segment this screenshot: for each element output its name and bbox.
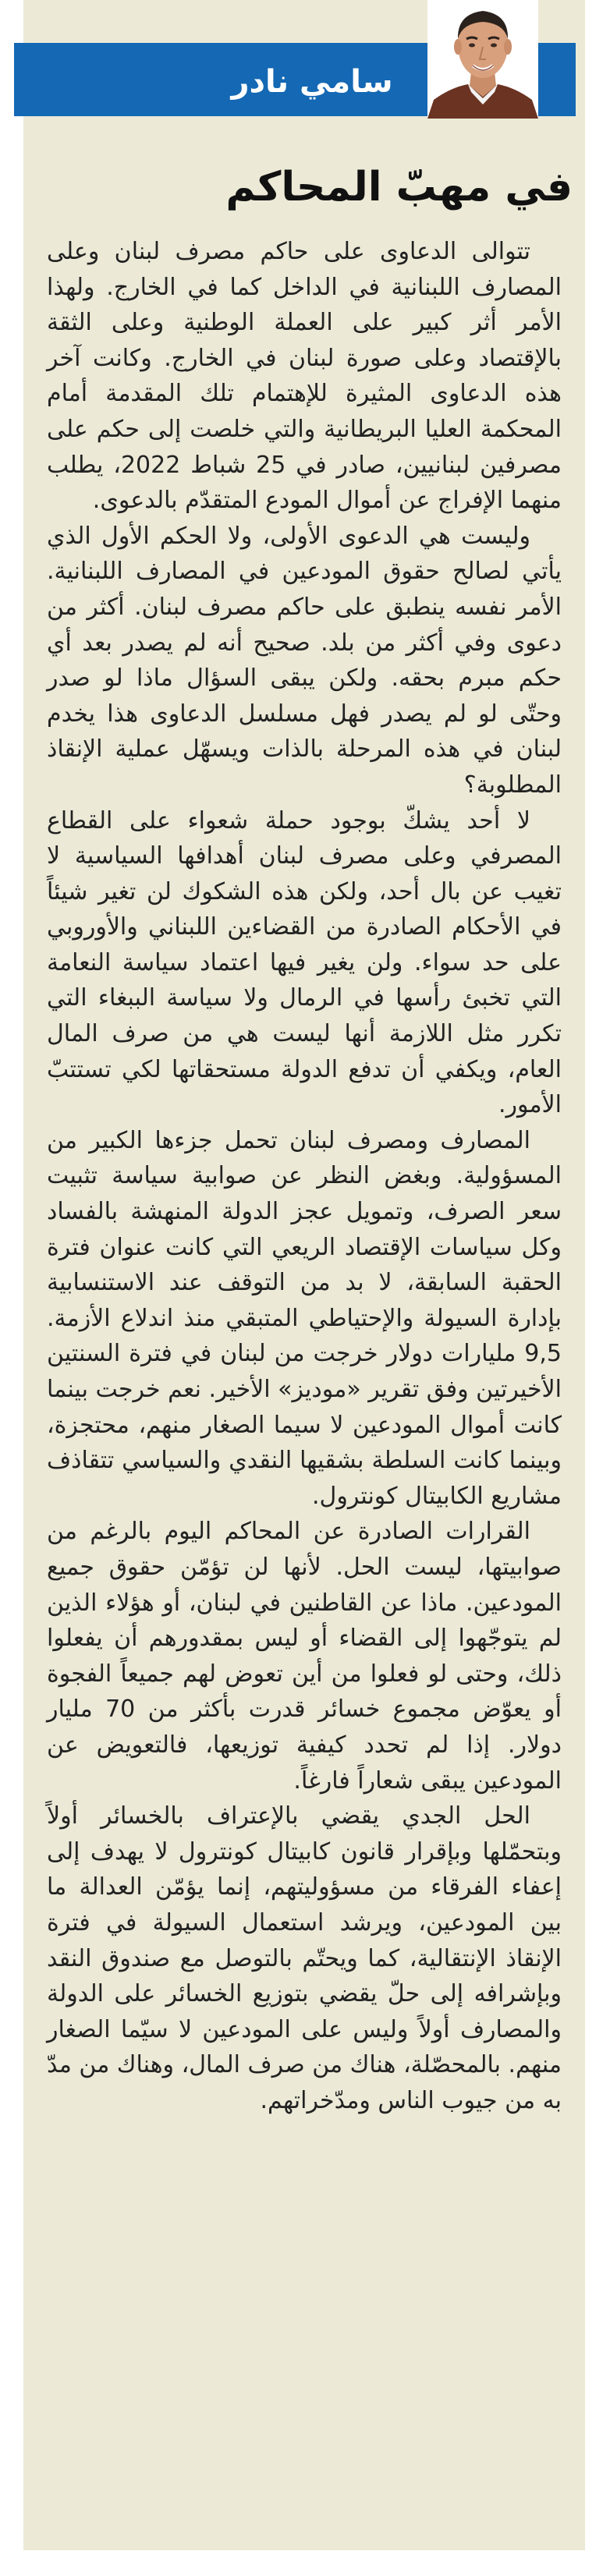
article-paragraph: لا أحد يشكّ بوجود حملة شعواء على القطاع المصرفي وعلى مصرف لبنان أهدافها السياسية لا تغيب عن بال أحد، ولكن هذه الشكوك لن تغير شيئاً في الأحكام الصادرة من القضاءين اللبناني والأوروبي على حد سواء. ولن يغير فيها اعتماد سياسة النعامة التي تخبئ رأسها في الرمال ولا سياسة الببغاء التي تكرر مثل اللازمة أنها ليست هي من صرف المال العام، ويكفي أن تدفع الدولة مستحقاتها لكي تستتبّ الأمور. [47,806,562,1119]
article-headline: في مهبّ المحاكم [225,164,573,211]
article-paragraph: القرارات الصادرة عن المحاكم اليوم بالرغم من صوابيتها، ليست الحل. لأنها لن تؤمّن حقوق جميع المودعين. ماذا عن القاطنين في لبنان، أو هؤلاء الذين لم يتوجّهوا إلى القضاء أو ليس بمقدورهم أن يفعلوا ذلك، وحتى لو فعلوا من أين تعوض لهم جميعاً الفجوة أو يعوّض مجموع خسائر قدرت بأكثر من 70 مليار دولار. إذا لم تحدد كيفية توزيعها، فالتعويض عن المودعين يبقى شعاراً فارغاً. [47,1518,562,1795]
article-paragraph: الحل الجدي يقضي بالإعتراف بالخسائر أولاً وبتحمّلها وبإقرار قانون كابيتال كونترول لا يهدف إلى إعفاء الفرقاء من مسؤوليتهم، إنما يؤمّن العدالة ما بين المودعين، ويرشد استعمال السيولة في فترة الإنقاذ الإنتقالية، كما ويحتّم بالتوصل مع صندوق النقد وبإشرافه إلى حلّ يقضي بتوزيع الخسائر على الدولة والمصارف أولاً وليس على المودعين لا سيّما الصغار منهم. بالمحصّلة، هناك من صرف المال، وهناك من مدّ به من جيوب الناس ومدّخراتهم. [47,1802,562,2114]
article-paragraph: تتوالى الدعاوى على حاكم مصرف لبنان وعلى المصارف اللبنانية في الداخل كما في الخارج. ولهذا الأمر أثر كبير على العملة الوطنية وعلى الثقة بالإقتصاد وعلى صورة لبنان في الخارج. وكانت آخر هذه الدعاوى المثيرة للإهتمام تلك المقدمة أمام المحكمة العليا البريطانية والتي خلصت إلى حكم على مصرفين لبنانيين، صادر في 25 شباط 2022، يطلب منهما الإفراج عن أموال المودع المتقدّم بالدعوى. [47,238,562,515]
article-paragraph: المصارف ومصرف لبنان تحمل جزءها الكبير من المسؤولية. وبغض النظر عن صوابية سياسة تثبيت سعر الصرف، وتمويل عجز الدولة المنهشة بالفساد وكل سياسات الإقتصاد الريعي التي كانت عنوان فترة الحقبة السابقة، لا بد من التوقف عند الاستنسابية بإدارة السيولة والإحتياطي المتبقي منذ اندلاع الأزمة. 9,5 مليارات دولار خرجت من لبنان في فترة السنتين الأخيرتين وفق تقرير «موديز» الأخير. نعم خرجت بينما كانت أموال المودعين لا سيما الصغار منهم، محتجزة، وبينما كانت السلطة بشقيها النقدي والسياسي تتقاذف مشاريع الكابيتال كونترول. [47,1126,562,1510]
article-body [47,234,562,2118]
author-portrait [427,0,538,119]
article-paragraph: وليست هي الدعوى الأولى، ولا الحكم الأول الذي يأتي لصالح حقوق المودعين في المصارف اللبنانية. الأمر نفسه ينطبق على حاكم مصرف لبنان. أكثر من دعوى وفي أكثر من بلد. صحيح أنه لم يصدر بعد أي حكم مبرم بحقه. ولكن يبقى السؤال ماذا لو صدر وحتّى لو لم يصدر فهل مسلسل الدعاوى هذا يخدم لبنان في هذه المرحلة بالذات ويسهّل عملية الإنقاذ المطلوبة؟ [47,522,562,799]
author-name: سامي نادر [231,64,393,100]
